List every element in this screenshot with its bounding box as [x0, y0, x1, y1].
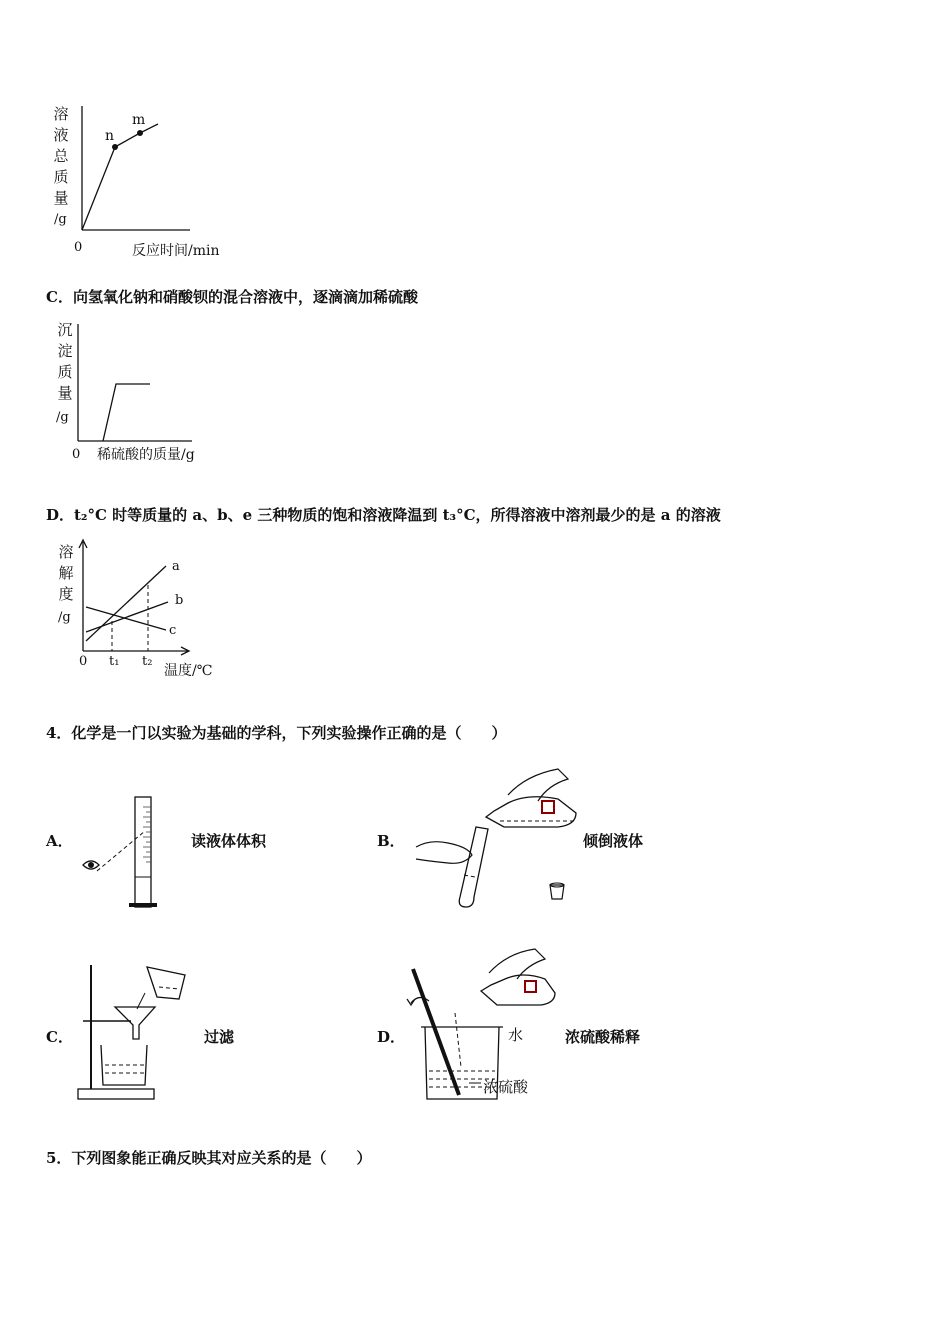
point-m-label: m: [132, 112, 146, 128]
origin-label: 0: [72, 447, 81, 462]
hand-holding-bottle: [489, 949, 545, 979]
q4-option-c-caption: 过滤: [204, 1028, 235, 1046]
x-axis-label: 反应时间/min: [132, 243, 220, 259]
question-5-stem: 5．下列图象能正确反映其对应关系的是（ ）: [46, 1149, 372, 1167]
test-tube: [459, 827, 488, 907]
q4-option-d-caption: 浓硫酸稀释: [565, 1028, 641, 1046]
q4-option-b-letter[interactable]: B．: [377, 832, 405, 850]
water-stream: [455, 1013, 461, 1067]
y-axis-label: 溶 解 度: [58, 543, 74, 603]
x-axis-label: 稀硫酸的质量/g: [97, 447, 195, 463]
question-4-stem: 4．化学是一门以实验为基础的学科，下列实验操作正确的是（ ）: [46, 724, 507, 742]
graduated-cylinder-illustration: [75, 793, 205, 913]
hand-holding-tube: [416, 842, 472, 864]
origin-label: 0: [79, 654, 88, 669]
y-axis-unit: /g: [58, 610, 71, 625]
pouring-beaker: [147, 967, 185, 999]
bottle-label: [542, 801, 554, 813]
water-label: 水: [508, 1026, 524, 1044]
filtration-illustration: [75, 955, 205, 1105]
curve-c-label: c: [169, 623, 177, 638]
bottle-label: [525, 981, 536, 992]
x-axis-label: 温度/℃: [164, 663, 213, 679]
iron-stand-base: [78, 1089, 154, 1099]
q4-option-c-letter[interactable]: C．: [46, 1028, 73, 1046]
curve-c: [86, 607, 166, 630]
dilution-illustration: [405, 945, 555, 1105]
curve-a-label: a: [172, 559, 180, 574]
t2-label: t₂: [142, 654, 153, 669]
y-axis-unit: /g: [56, 410, 69, 425]
point-n-label: n: [105, 128, 115, 144]
y-axis-unit: /g: [54, 212, 67, 227]
q4-option-b-caption: 倾倒液体: [583, 832, 644, 850]
glass-rod: [413, 969, 459, 1095]
option-c-statement: C．向氢氧化钠和硝酸钡的混合溶液中，逐滴滴加稀硫酸: [46, 288, 418, 306]
t1-label: t₁: [109, 654, 120, 669]
curve-a: [86, 566, 166, 641]
reagent-bottle: [481, 975, 555, 1005]
y-axis-label: 溶 液 总 质 量: [53, 105, 69, 207]
curve-b-label: b: [175, 593, 184, 608]
option-d-statement: D．t₂°C 时等质量的 a、b、e 三种物质的饱和溶液降温到 t₃°C，所得溶液中溶剂最少的是 a 的溶液: [46, 506, 721, 524]
funnel: [115, 1007, 155, 1039]
q4-option-a-letter[interactable]: A．: [46, 832, 73, 850]
pouring-liquid-illustration: [408, 755, 578, 915]
reagent-bottle: [486, 797, 576, 827]
origin-label: 0: [74, 240, 83, 255]
q4-option-a-caption: 读液体体积: [191, 832, 267, 850]
q4-option-d-letter[interactable]: D．: [377, 1028, 406, 1046]
conc-sulfuric-acid-label: 浓硫酸: [483, 1078, 529, 1096]
y-axis-label: 沉 淀 质 量: [57, 321, 73, 402]
